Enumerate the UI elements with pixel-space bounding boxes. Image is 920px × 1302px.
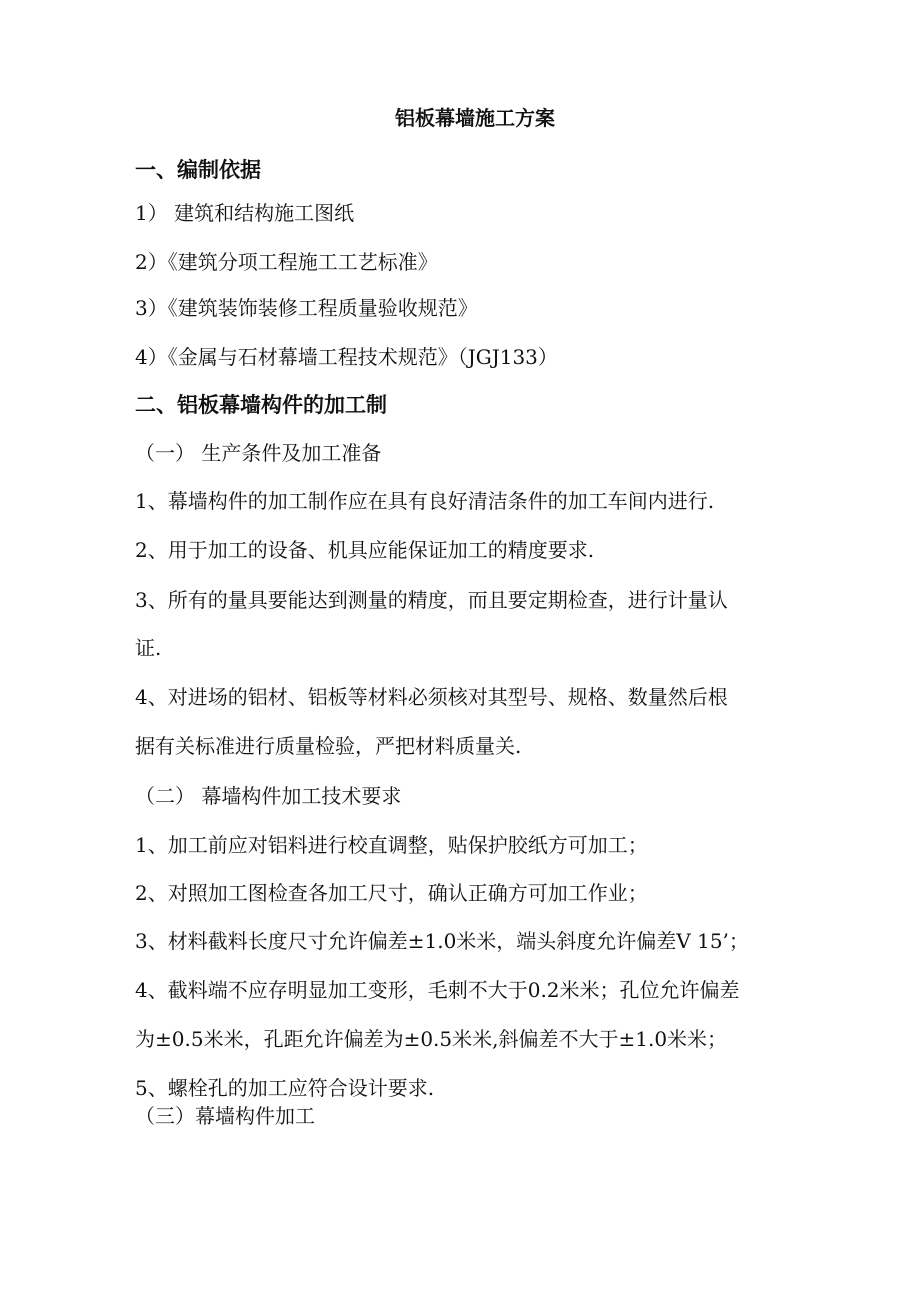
list-item: 2）《建筑分项工程施工工艺标准》: [135, 250, 438, 274]
section-heading: 一、编制依据: [135, 157, 261, 182]
document-title: 铝板幕墙施工方案: [395, 106, 555, 130]
paragraph-line: 据有关标准进行质量检验，严把材料质量关.: [135, 734, 522, 758]
paragraph-line: 5、螺栓孔的加工应符合设计要求.: [135, 1076, 435, 1100]
paragraph-line: 3、所有的量具要能达到测量的精度，而且要定期检查，进行计量认: [135, 588, 728, 612]
paragraph-line: 为±0.5米米，孔距允许偏差为±0.5米米,斜偏差不大于±1.0米米；: [135, 1027, 728, 1051]
paragraph-line: 4、截料端不应存明显加工变形，毛刺不大于0.2米米；孔位允许偏差: [135, 978, 740, 1002]
paragraph-line: 证.: [135, 636, 162, 660]
paragraph-line: 2、用于加工的设备、机具应能保证加工的精度要求.: [135, 538, 595, 562]
paragraph-line: 3、材料截料长度尺寸允许偏差±1.0米米，端头斜度允许偏差V 15’；: [135, 929, 749, 953]
section-heading: 二、铝板幕墙构件的加工制: [135, 392, 387, 417]
list-item: 4）《金属与石材幕墙工程技术规范》（JGJ133）: [135, 345, 558, 369]
paragraph-line: 4、对进场的铝材、铝板等材料必须核对其型号、规格、数量然后根: [135, 685, 728, 709]
list-item: 3）《建筑装饰装修工程质量验收规范》: [135, 296, 478, 320]
paragraph-line: 1、幕墙构件的加工制作应在具有良好清洁条件的加工车间内进行.: [135, 489, 715, 513]
list-item: 1） 建筑和结构施工图纸: [135, 201, 355, 225]
paragraph-line: 1、加工前应对铝料进行校直调整，贴保护胶纸方可加工；: [135, 833, 648, 857]
paragraph-line: 2、对照加工图检查各加工尺寸，确认正确方可加工作业；: [135, 881, 648, 905]
subsection-heading: （二） 幕墙构件加工技术要求: [135, 784, 402, 808]
subsection-heading: （三）幕墙构件加工: [135, 1104, 315, 1128]
subsection-heading: （一） 生产条件及加工准备: [135, 441, 382, 465]
